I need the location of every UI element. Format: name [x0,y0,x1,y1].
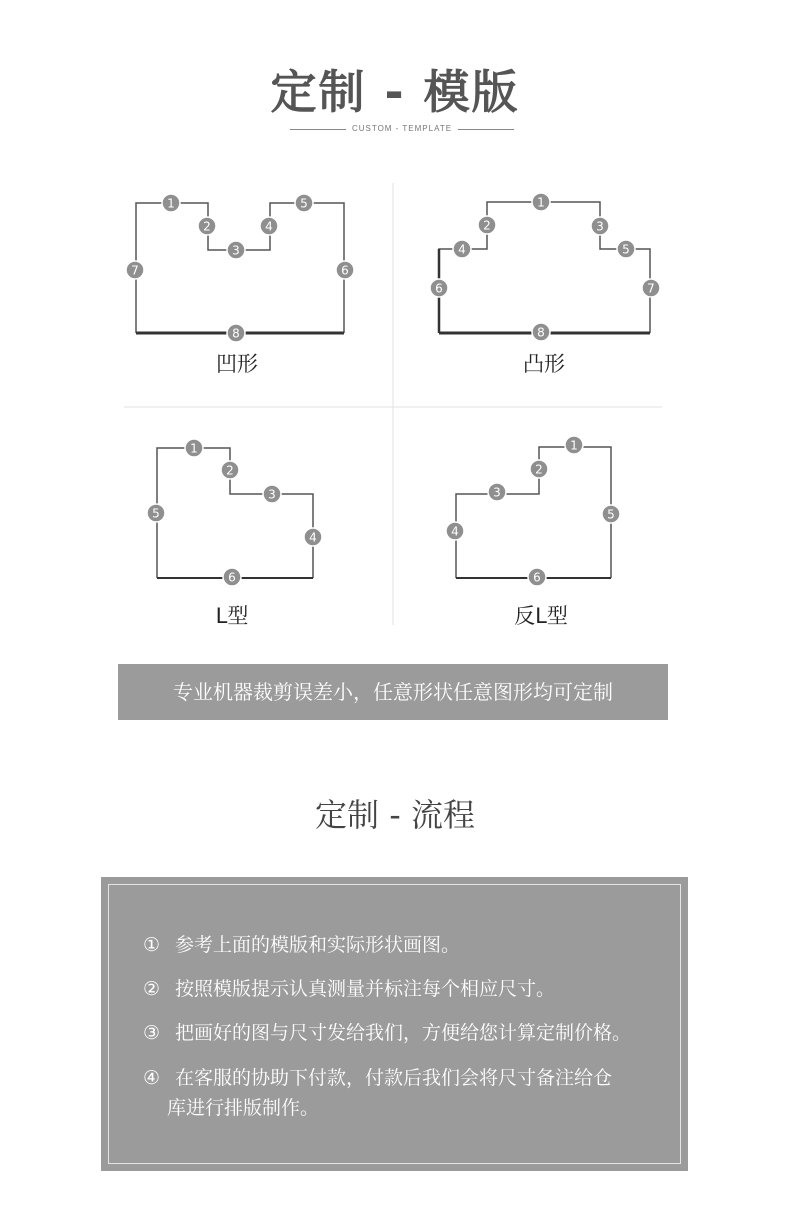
shape-label-concave: 凹形 [216,352,258,376]
edge-marker-label: 3 [596,219,604,234]
convex-markers [430,193,660,341]
edge-marker-label: 6 [228,570,236,585]
edge-marker-label: 8 [537,325,545,340]
shape-concave [136,203,344,333]
edge-marker-label: 3 [493,485,501,500]
edge-marker [227,241,245,259]
edge-marker-label: 7 [647,281,655,296]
process-step-3 [143,1018,673,1048]
step-text: 把画好的图与尺寸发给我们，方便给您计算定制价格。 [175,1022,632,1044]
edge-marker [126,261,144,279]
edge-marker-label: 2 [226,463,234,478]
process-step-4 [143,1063,673,1123]
edge-marker-label: 1 [190,441,198,456]
edge-marker-label: 2 [483,218,491,233]
shape-label-convex: 凸形 [523,352,565,376]
edge-marker-label: 8 [232,326,240,341]
edge-marker [446,522,464,540]
edge-marker-label: 4 [309,530,317,545]
edge-marker-label: 6 [341,263,349,278]
concave-outline [136,203,344,333]
edge-marker [147,504,165,522]
edge-marker-label: 4 [458,242,466,257]
step-text-continued: 库进行排版制作。 [167,1097,320,1119]
edge-marker [198,217,216,235]
edge-marker [295,194,313,212]
process-title: 定制 - 流程 [315,796,475,834]
edge-marker-label: 3 [232,243,240,258]
edge-marker-label: 1 [537,195,545,210]
step-text: 参考上面的模版和实际形状画图。 [175,934,461,956]
edge-marker-label: 3 [268,487,276,502]
edge-marker [162,194,180,212]
process-step-1 [143,930,673,960]
edge-marker [478,216,496,234]
step-text: 在客服的协助下付款，付款后我们会将尺寸备注给仓 [175,1067,613,1089]
reverse-l-markers [446,436,620,586]
edge-marker-label: 6 [533,570,541,585]
step-text: 按照模版提示认真测量并标注每个相应尺寸。 [175,978,556,1000]
edge-marker [260,217,278,235]
edge-marker-label: 1 [167,196,175,211]
edge-marker [185,439,203,457]
template-subtitle: CUSTOM - TEMPLATE [351,124,453,133]
edge-marker [488,483,506,501]
shape-label-reverse-l: 反L型 [514,604,568,628]
edge-marker [530,460,548,478]
edge-marker-label: 2 [535,462,543,477]
edge-marker [532,323,550,341]
edge-marker-label: 5 [622,242,630,257]
edge-marker-label: 5 [152,506,160,521]
step-number: ① [143,934,161,956]
template-title: 定制 - 模版 [270,65,520,119]
edge-marker [223,568,241,586]
concave-markers [126,194,354,342]
edge-marker-label: 1 [570,438,578,453]
edge-marker-label: 5 [300,196,308,211]
edge-marker [532,193,550,211]
step-number: ② [143,978,161,1000]
process-step-2 [143,974,673,1004]
edge-marker-label: 6 [435,281,443,296]
l-markers [147,439,322,586]
edge-marker [528,568,546,586]
edge-marker [617,240,635,258]
edge-marker [304,528,322,546]
feature-banner: 专业机器裁剪误差小，任意形状任意图形均可定制 [118,664,668,720]
edge-marker [642,279,660,297]
edge-marker [565,436,583,454]
edge-marker [453,240,471,258]
edge-marker-label: 7 [131,263,139,278]
edge-marker-label: 2 [203,219,211,234]
edge-marker-label: 4 [451,524,459,539]
edge-marker [591,217,609,235]
step-number: ③ [143,1022,161,1044]
shape-convex [439,202,650,333]
edge-marker [430,279,448,297]
edge-marker [263,485,281,503]
edge-marker-label: 4 [265,219,273,234]
edge-marker [602,505,620,523]
edge-marker [227,324,245,342]
shape-label-l: L型 [215,604,249,628]
edge-marker [221,461,239,479]
edge-marker [336,261,354,279]
convex-outline [439,202,650,333]
step-number: ④ [143,1067,161,1089]
edge-marker-label: 5 [607,507,615,522]
